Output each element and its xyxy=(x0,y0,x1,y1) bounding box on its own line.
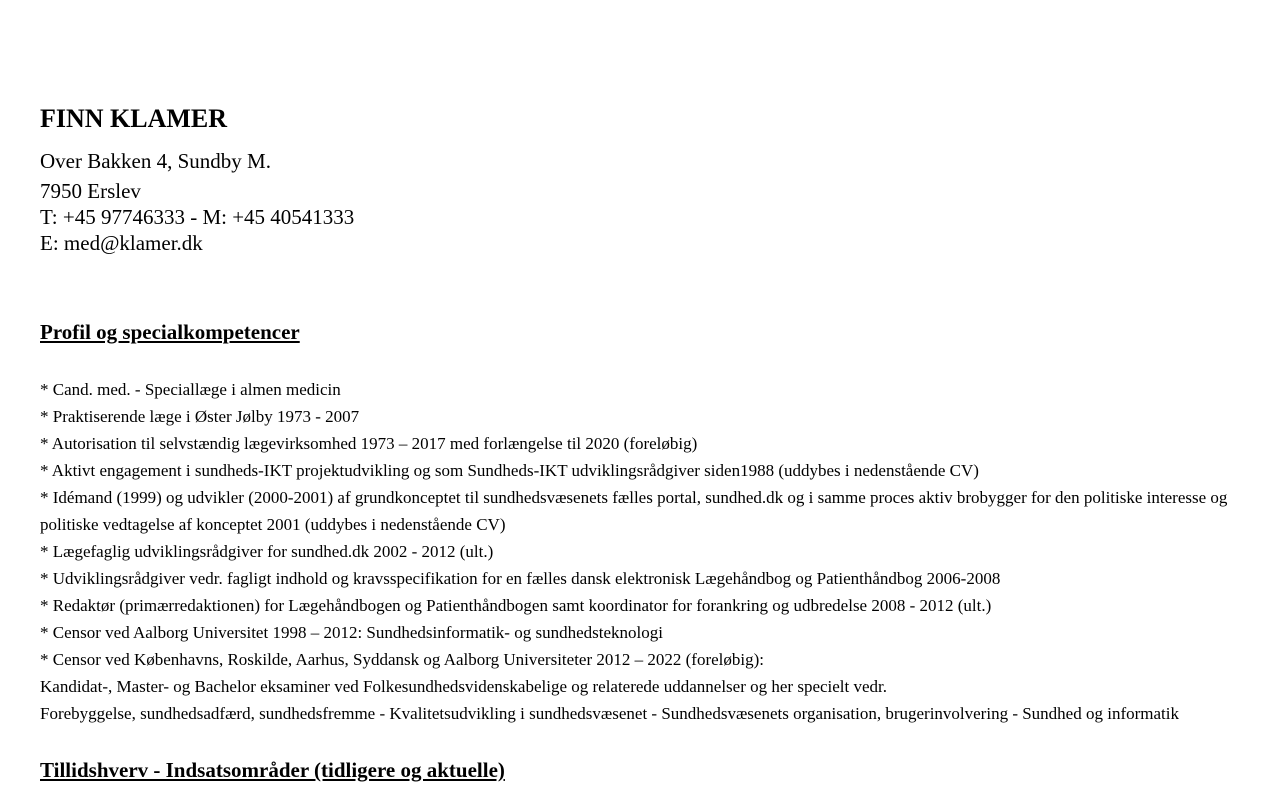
profile-heading: Profil og specialkompetencer xyxy=(40,320,300,344)
list-item: * Praktiserende læge i Øster Jølby 1973 - 2007 xyxy=(40,407,360,426)
list-item: * Censor ved Aalborg Universitet 1998 – 2012: Sundhedsinformatik- og sundhedsteknologi xyxy=(40,623,663,642)
list-item: * Idémand (1999) og udvikler (2000-2001) af grundkonceptet til sundhedsvæsenets fælles portal, sundhed.dk og i samme proces aktiv brobygger for den politiske interesse og politiske vedtagelse af konceptet 2001 (uddybes i nedenstående CV) xyxy=(40,488,1228,534)
address-street: Over Bakken 4, Sundby M. xyxy=(40,149,271,173)
list-item: * Censor ved Københavns, Roskilde, Aarhus, Syddansk og Aalborg Universiteter 2012 – 2022 (foreløbig): xyxy=(40,650,764,669)
list-item: Forebyggelse, sundhedsadfærd, sundhedsfremme - Kvalitetsudvikling i sundhedsvæsenet - Sundhedsvæsenets organisation, brugerinvolvering - Sundhed og informatik xyxy=(40,704,1179,723)
list-item: * Lægefaglig udviklingsrådgiver for sundhed.dk 2002 - 2012 (ult.) xyxy=(40,542,494,561)
list-item: * Autorisation til selvstændig lægevirksomhed 1973 – 2017 med forlængelse til 2020 (foreløbig) xyxy=(40,434,698,453)
phone-line: T: +45 97746333 - M: +45 40541333 xyxy=(40,205,355,229)
list-item: * Udviklingsrådgiver vedr. fagligt indhold og kravsspecifikation for en fælles dansk elektronisk Lægehåndbog og Patienthåndbog 2006-2008 xyxy=(40,569,1001,588)
person-name: FINN KLAMER xyxy=(40,104,228,133)
list-item: * Cand. med. - Speciallæge i almen medicin xyxy=(40,380,341,399)
trust-heading: Tillidshverv - Indsatsområder (tidligere og aktuelle) xyxy=(40,758,505,782)
list-item: * Aktivt engagement i sundheds-IKT projektudvikling og som Sundheds-IKT udviklingsrådgiver siden1988 (uddybes i nedenstående CV) xyxy=(40,461,979,480)
address-city: 7950 Erslev xyxy=(40,179,141,203)
email-line: E: med@klamer.dk xyxy=(40,231,203,255)
profile-list xyxy=(40,376,1240,727)
list-item: * Redaktør (primærredaktionen) for Lægehåndbogen og Patienthåndbogen samt koordinator for forankring og udbredelse 2008 - 2012 (ult.) xyxy=(40,596,992,615)
list-item: Kandidat-, Master- og Bachelor eksaminer ved Folkesundhedsvidenskabelige og relaterede uddannelser og her specielt vedr. xyxy=(40,677,888,696)
